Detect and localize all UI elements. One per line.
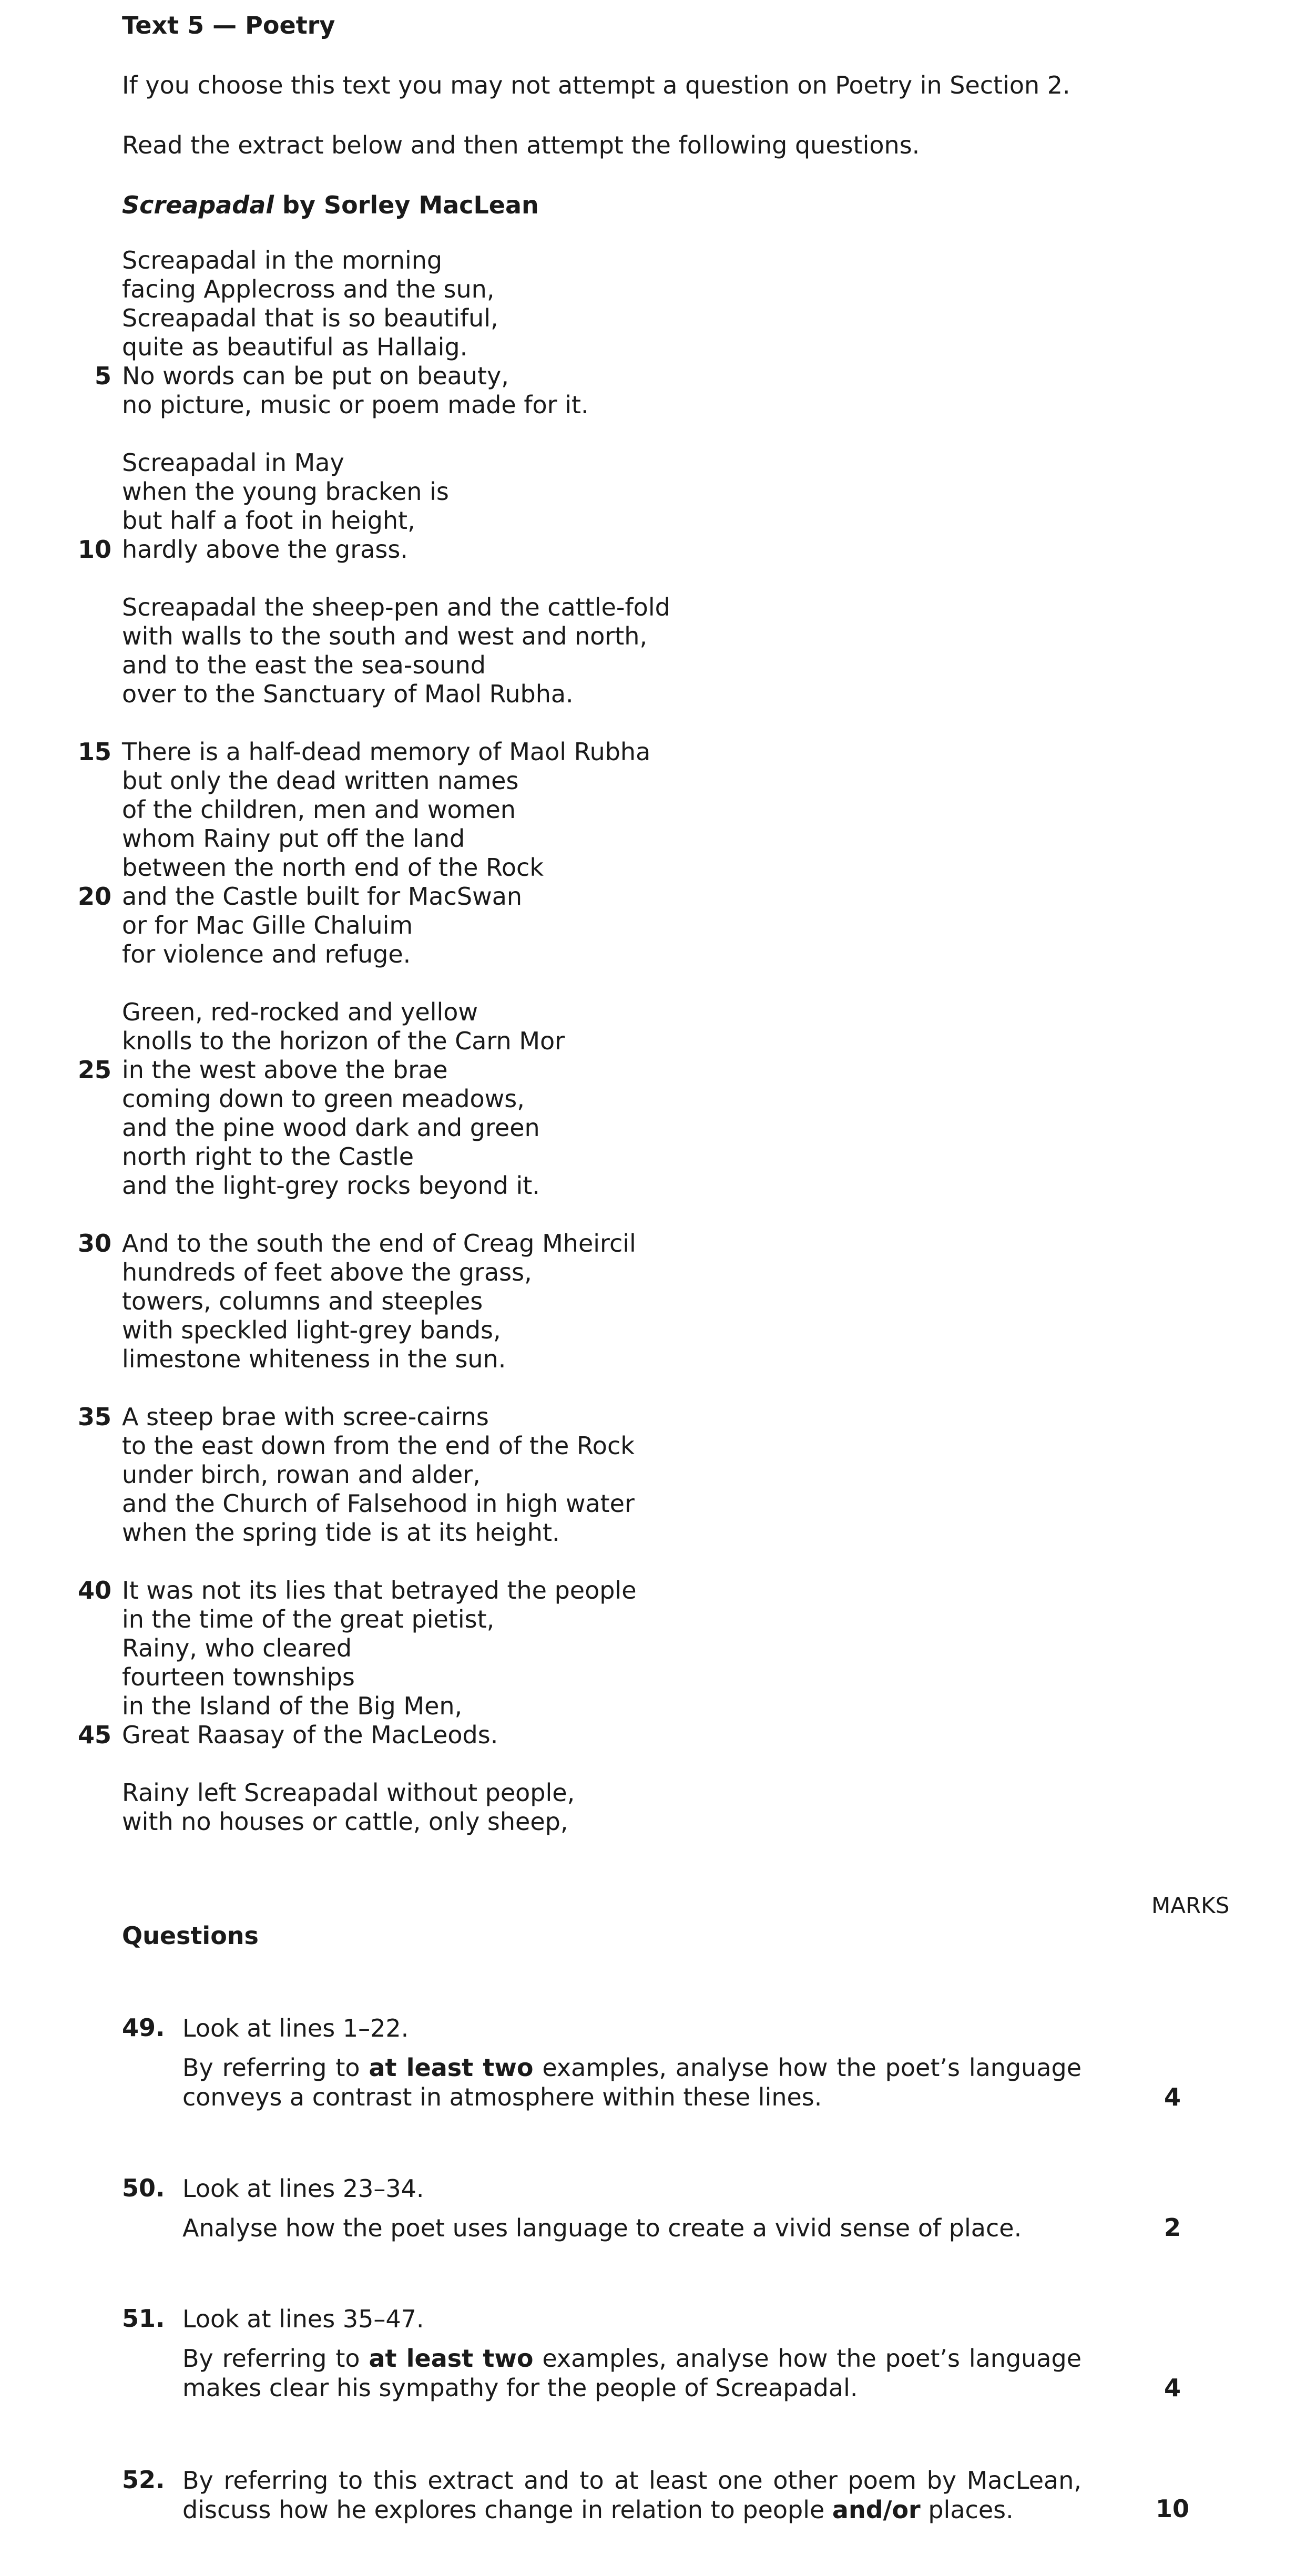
- poem-line: [77, 738, 670, 766]
- poem-line-text: Rainy left Screapadal without people,: [122, 1778, 575, 1807]
- poem-line: [122, 766, 670, 795]
- poem-extract: [77, 246, 670, 1836]
- question-49-text-b: examples, analyse how the poet’s language conveys a contrast in atmosphere within these lines.: [182, 2053, 1081, 2111]
- poem-line: [122, 680, 670, 709]
- poem-line: [77, 1576, 670, 1605]
- poem-line: [122, 593, 670, 622]
- poem-line: [122, 1432, 670, 1460]
- poem-line-text: in the west above the brae: [122, 1056, 448, 1084]
- poem-title: Screapadal: [122, 191, 274, 219]
- poem-line: [122, 1171, 670, 1200]
- question-49-marks: 4: [1164, 2083, 1181, 2111]
- poem-line-text: Great Raasay of the MacLeods.: [122, 1721, 498, 1749]
- poem-line-text: And to the south the end of Creag Mheircil: [122, 1229, 636, 1258]
- poem-line: [122, 1518, 670, 1547]
- poem-line: [77, 1403, 670, 1432]
- question-51-text-a: By referring to: [182, 2344, 369, 2373]
- poem-line: [122, 275, 670, 304]
- poem-line-text: A steep brae with scree-cairns: [122, 1403, 489, 1431]
- poem-line-text: Screapadal in the morning: [122, 246, 443, 274]
- poem-line-text: in the time of the great pietist,: [122, 1605, 495, 1633]
- poem-line-text: no picture, music or poem made for it.: [122, 391, 589, 419]
- stanza-gap: [122, 1750, 670, 1778]
- poem-line: [77, 1056, 670, 1085]
- line-number: 15: [77, 738, 111, 766]
- poem-line-text: of the children, men and women: [122, 795, 516, 824]
- poem-line: [122, 304, 670, 333]
- poem-line: [122, 246, 670, 275]
- line-number: 5: [94, 362, 111, 390]
- poem-line-text: It was not its lies that betrayed the people: [122, 1576, 637, 1604]
- poem-line: [122, 1258, 670, 1287]
- poem-line: [122, 1692, 670, 1721]
- poem-line-text: No words can be put on beauty,: [122, 362, 509, 390]
- poem-line: [122, 1142, 670, 1171]
- poem-line: [122, 853, 670, 882]
- question-52-text: [182, 2466, 1081, 2524]
- poem-line: [122, 1634, 670, 1663]
- poem-line: [122, 1316, 670, 1345]
- poem-line: [122, 1778, 670, 1807]
- poem-line-text: between the north end of the Rock: [122, 853, 544, 882]
- instruction-choice: If you choose this text you may not attempt a question on Poetry in Section 2.: [122, 71, 1070, 99]
- poem-line-text: in the Island of the Big Men,: [122, 1692, 463, 1720]
- questions-heading: Questions: [122, 1921, 259, 1950]
- question-49-lead: Look at lines 1–22.: [182, 2014, 409, 2042]
- poem-line: [122, 940, 670, 969]
- section-title: Text 5 — Poetry: [122, 11, 335, 39]
- poem-line: [122, 477, 670, 506]
- poem-line-text: but only the dead written names: [122, 766, 519, 795]
- poem-line-text: whom Rainy put off the land: [122, 824, 465, 853]
- poem-line: [77, 1721, 670, 1750]
- poem-line: [122, 1287, 670, 1316]
- question-50-number: 50.: [122, 2174, 165, 2202]
- line-number: 20: [77, 882, 111, 911]
- poem-line-text: limestone whiteness in the sun.: [122, 1345, 506, 1373]
- question-52-text-b: places.: [920, 2496, 1014, 2524]
- poem-line: [122, 1113, 670, 1142]
- question-52-text-bold: and/or: [832, 2496, 921, 2524]
- poem-line-text: Rainy, who cleared: [122, 1634, 352, 1662]
- poem-line: [122, 1460, 670, 1489]
- poem-line: [122, 391, 670, 420]
- question-52-marks: 10: [1155, 2495, 1189, 2523]
- poem-line: [122, 795, 670, 824]
- poem-line-text: north right to the Castle: [122, 1142, 414, 1171]
- poem-line: [122, 333, 670, 362]
- question-49-text: [182, 2053, 1081, 2112]
- poem-line-text: Screapadal that is so beautiful,: [122, 304, 498, 332]
- poem-line: [94, 362, 670, 391]
- poem-line-text: with walls to the south and west and north,: [122, 622, 648, 650]
- poem-line-text: fourteen townships: [122, 1663, 355, 1691]
- question-52-number: 52.: [122, 2466, 165, 2494]
- poem-line-text: and the Castle built for MacSwan: [122, 882, 523, 911]
- poem-line-text: knolls to the horizon of the Carn Mor: [122, 1027, 565, 1055]
- poem-line: [77, 882, 670, 911]
- poem-line: [122, 998, 670, 1027]
- instruction-read: Read the extract below and then attempt the following questions.: [122, 131, 920, 159]
- line-number: 30: [77, 1229, 111, 1258]
- poem-line: [77, 1229, 670, 1258]
- stanza-gap: [122, 1374, 670, 1403]
- marks-header: MARKS: [1151, 1893, 1230, 1918]
- poem-line-text: facing Applecross and the sun,: [122, 275, 495, 303]
- poem-line-text: under birch, rowan and alder,: [122, 1460, 481, 1489]
- poem-line-text: coming down to green meadows,: [122, 1085, 525, 1113]
- poem-line: [122, 651, 670, 680]
- stanza-gap: [122, 709, 670, 738]
- poem-line: [122, 448, 670, 477]
- poem-line: [122, 1345, 670, 1374]
- question-49-number: 49.: [122, 2013, 165, 2042]
- poem-line: [122, 1605, 670, 1634]
- line-number: 40: [77, 1576, 111, 1604]
- poem-line-text: with speckled light-grey bands,: [122, 1316, 501, 1344]
- question-50-lead: Look at lines 23–34.: [182, 2174, 424, 2203]
- question-50-text: Analyse how the poet uses language to create a vivid sense of place.: [182, 2214, 1022, 2242]
- question-50-marks: 2: [1164, 2213, 1181, 2242]
- question-49-text-bold: at least two: [369, 2053, 534, 2082]
- poem-line-text: for violence and refuge.: [122, 940, 411, 968]
- poem-line-text: hundreds of feet above the grass,: [122, 1258, 532, 1286]
- question-51-number: 51.: [122, 2304, 165, 2333]
- stanza-gap: [122, 969, 670, 998]
- poem-line: [122, 1663, 670, 1692]
- poem-line: [77, 535, 670, 564]
- poem-heading: [122, 190, 539, 220]
- stanza-gap: [122, 564, 670, 593]
- poem-line-text: when the spring tide is at its height.: [122, 1518, 560, 1547]
- question-51-marks: 4: [1164, 2374, 1181, 2402]
- line-number: 35: [77, 1403, 111, 1431]
- question-52-text-a: By referring to this extract and to at least one other poem by MacLean, discuss how he explores change in relation to people: [182, 2466, 1081, 2524]
- poem-line: [122, 824, 670, 853]
- poem-line-text: quite as beautiful as Hallaig.: [122, 333, 468, 361]
- poem-line: [122, 1027, 670, 1056]
- question-49-text-a: By referring to: [182, 2053, 369, 2082]
- poem-line-text: and the Church of Falsehood in high water: [122, 1489, 635, 1518]
- poem-byline: by Sorley MacLean: [274, 191, 539, 219]
- poem-line: [122, 1807, 670, 1836]
- poem-line-text: over to the Sanctuary of Maol Rubha.: [122, 680, 574, 708]
- poem-line-text: or for Mac Gille Chaluim: [122, 911, 413, 939]
- stanza-gap: [122, 1547, 670, 1576]
- poem-line-text: Screapadal the sheep-pen and the cattle-fold: [122, 593, 670, 621]
- stanza-gap: [122, 1200, 670, 1229]
- poem-line: [122, 1489, 670, 1518]
- poem-line-text: hardly above the grass.: [122, 535, 408, 564]
- question-51-lead: Look at lines 35–47.: [182, 2305, 424, 2333]
- question-51-text-bold: at least two: [369, 2344, 534, 2373]
- poem-line-text: when the young bracken is: [122, 477, 449, 506]
- poem-line-text: to the east down from the end of the Rock: [122, 1432, 635, 1460]
- poem-line-text: but half a foot in height,: [122, 506, 415, 535]
- question-51-text-b: examples, analyse how the poet’s language makes clear his sympathy for the people of Screapadal.: [182, 2344, 1081, 2402]
- poem-line: [122, 622, 670, 651]
- question-51-text: [182, 2344, 1081, 2403]
- poem-line-text: with no houses or cattle, only sheep,: [122, 1807, 568, 1836]
- poem-line-text: and the light-grey rocks beyond it.: [122, 1171, 540, 1200]
- line-number: 45: [77, 1721, 111, 1749]
- stanza-gap: [122, 420, 670, 448]
- line-number: 25: [77, 1056, 111, 1084]
- poem-line-text: towers, columns and steeples: [122, 1287, 483, 1315]
- poem-line-text: Screapadal in May: [122, 448, 344, 477]
- poem-line-text: Green, red-rocked and yellow: [122, 998, 478, 1026]
- poem-line-text: and to the east the sea-sound: [122, 651, 486, 679]
- poem-line-text: There is a half-dead memory of Maol Rubha: [122, 738, 651, 766]
- poem-line: [122, 1085, 670, 1113]
- poem-line: [122, 506, 670, 535]
- line-number: 10: [77, 535, 111, 564]
- poem-line-text: and the pine wood dark and green: [122, 1113, 540, 1142]
- poem-line: [122, 911, 670, 940]
